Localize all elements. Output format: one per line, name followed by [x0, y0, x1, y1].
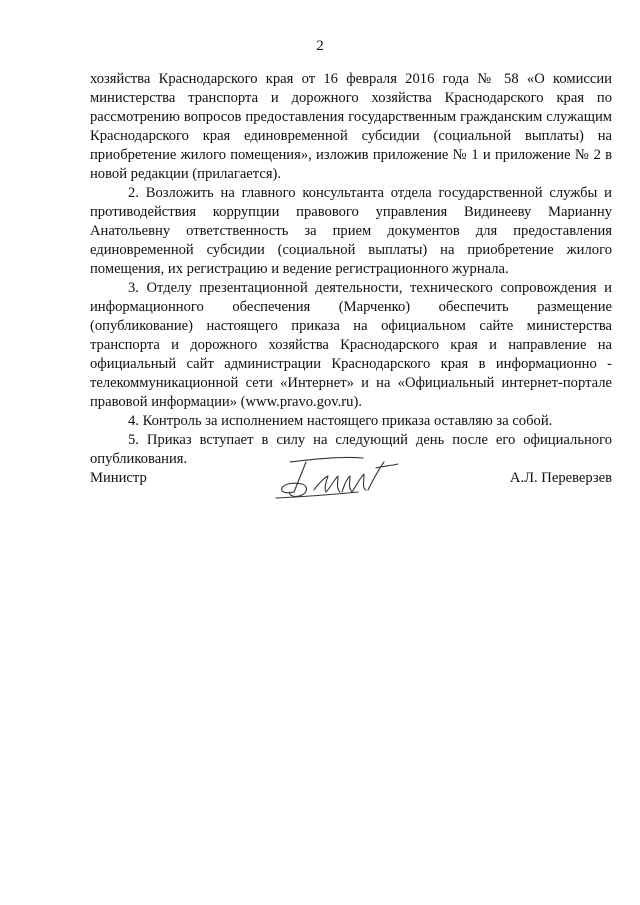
handwritten-signature [268, 448, 428, 508]
paragraph-item-4: 4. Контроль за исполнением настоящего приказа оставляю за собой. [128, 413, 553, 429]
page-number: 2 [316, 38, 324, 54]
paragraph-item-2: 2. Возложить на главного консультанта отдела государственной службы и противодействия коррупции правового управления Видинееву Марианну Анатольевну ответственность за прием документов для предоставления единовременной субсидии (социальной выплаты) на приобретение жилого помещения, их регистрацию и ведение регистрационного журнала. [90, 185, 612, 277]
paragraph-item-5: 5. Приказ вступает в силу на следующий день после его официального опубликования. [90, 432, 612, 467]
paragraph-item-3: 3. Отделу презентационной деятельности, технического сопровождения и информационного обеспечения (Марченко) обеспечить размещение (опубликование) настоящего приказа на официальном сайте министерства транспорта и дорожного хозяйства Краснодарского края и направление на официальный сайт администрации Краснодарского края в информационно - телекоммуникационной сети «Интернет» и на «Официальный интернет-портале правовой информации» (www.pravo.gov.ru). [90, 280, 612, 410]
signatory-title: Министр [90, 470, 147, 486]
paragraph-continuation: хозяйства Краснодарского края от 16 февраля 2016 года № 58 «О комиссии министерства транспорта и дорожного хозяйства Краснодарского края по рассмотрению вопросов предоставления государственным гражданским служащим Краснодарского края единовременной субсидии (социальной выплаты) на приобретение жилого помещения», изложив приложение № 1 и приложение № 2 в новой редакции (прилагается). [90, 71, 612, 182]
document-body [90, 70, 612, 469]
signature-block [90, 470, 612, 510]
signatory-name: А.Л. Переверзев [509, 470, 612, 486]
